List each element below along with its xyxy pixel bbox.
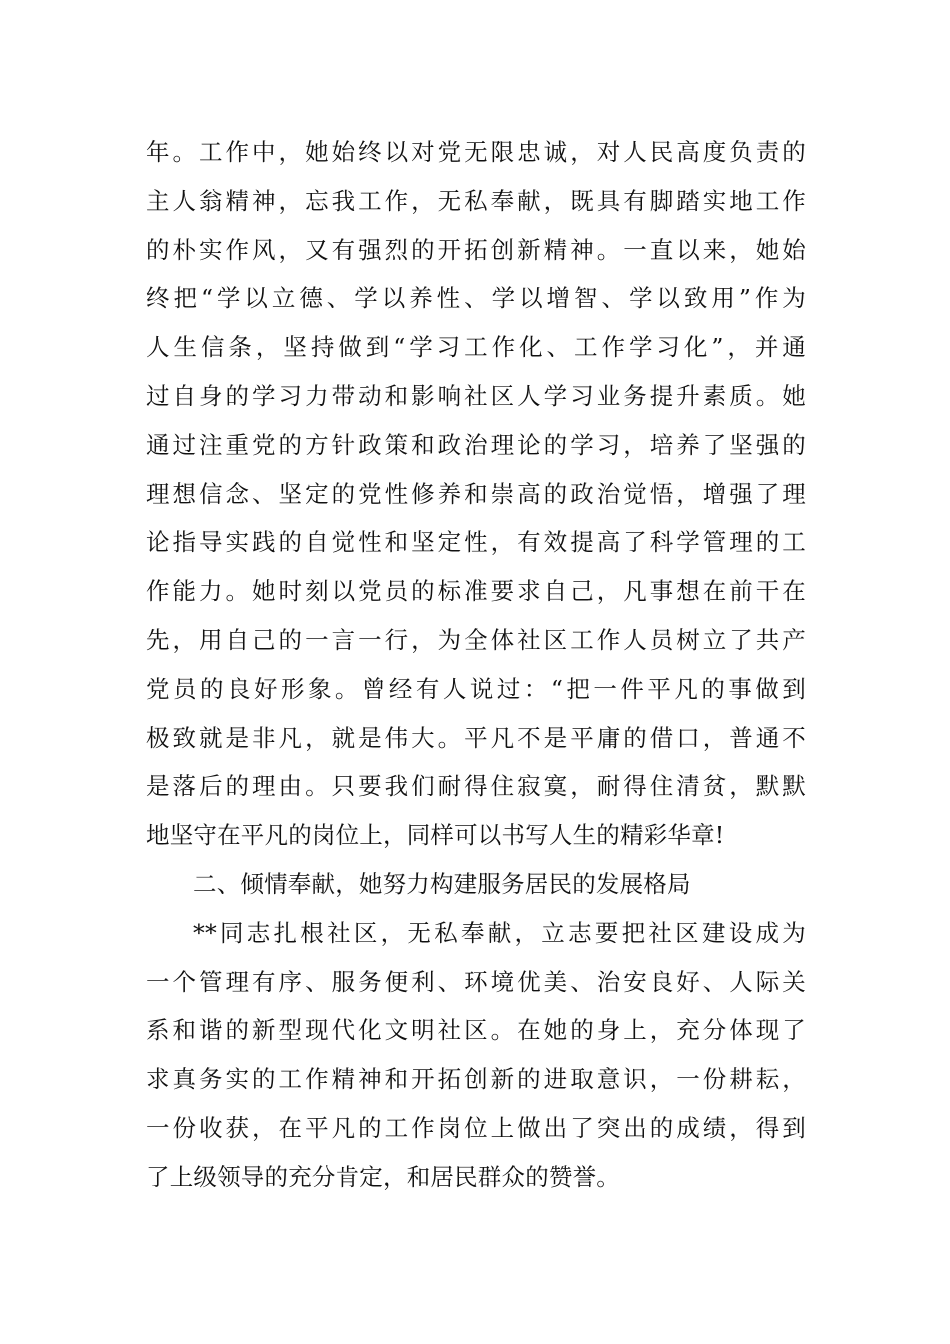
text-line: 年。工作中，她始终以对党无限忠诚，对人民高度负责的: [146, 138, 806, 166]
text-line: 作能力。她时刻以党员的标准要求自己，凡事想在前干在: [146, 577, 806, 606]
text-line: 通过注重党的方针政策和政治理论的学习，培养了坚强的: [146, 430, 806, 459]
text-line: 地坚守在平凡的岗位上，同样可以书写人生的精彩华章!: [146, 821, 725, 850]
text-line: **同志扎根社区，无私奉献，立志要把社区建设成为: [193, 918, 806, 947]
text-line: 党员的良好形象。曾经有人说过：“把一件平凡的事做到: [146, 674, 806, 703]
text-line: 是落后的理由。只要我们耐得住寂寞，耐得住清贫，默默: [146, 772, 806, 801]
text-line: 过自身的学习力带动和影响社区人学习业务提升素质。她: [146, 381, 806, 410]
text-line: 了上级领导的充分肯定，和居民群众的赞誉。: [146, 1162, 620, 1191]
text-line: 人生信条，坚持做到“学习工作化、工作学习化”，并通: [146, 333, 806, 362]
text-line: 极致就是非凡，就是伟大。平凡不是平庸的借口，普通不: [146, 723, 806, 752]
text-line: 理想信念、坚定的党性修养和崇高的政治觉悟，增强了理: [146, 479, 806, 508]
text-line: 一份收获，在平凡的工作岗位上做出了突出的成绩，得到: [146, 1113, 806, 1142]
section-heading: 二、倾情奉献，她努力构建服务居民的发展格局: [193, 869, 691, 898]
text-line: 主人翁精神，忘我工作，无私奉献，既具有脚踏实地工作: [146, 186, 806, 215]
text-line: 终把“学以立德、学以养性、学以增智、学以致用”作为: [146, 284, 806, 313]
text-line: 的朴实作风，又有强烈的开拓创新精神。一直以来，她始: [146, 235, 806, 264]
text-line: 一个管理有序、服务便利、环境优美、治安良好、人际关: [146, 967, 806, 996]
body-text: [146, 128, 806, 1202]
text-line: 求真务实的工作精神和开拓创新的进取意识，一份耕耘，: [146, 1065, 806, 1094]
text-line: 先，用自己的一言一行，为全体社区工作人员树立了共产: [146, 625, 806, 654]
text-line: 论指导实践的自觉性和坚定性，有效提高了科学管理的工: [146, 528, 806, 557]
text-line: 系和谐的新型现代化文明社区。在她的身上，充分体现了: [146, 1016, 806, 1045]
